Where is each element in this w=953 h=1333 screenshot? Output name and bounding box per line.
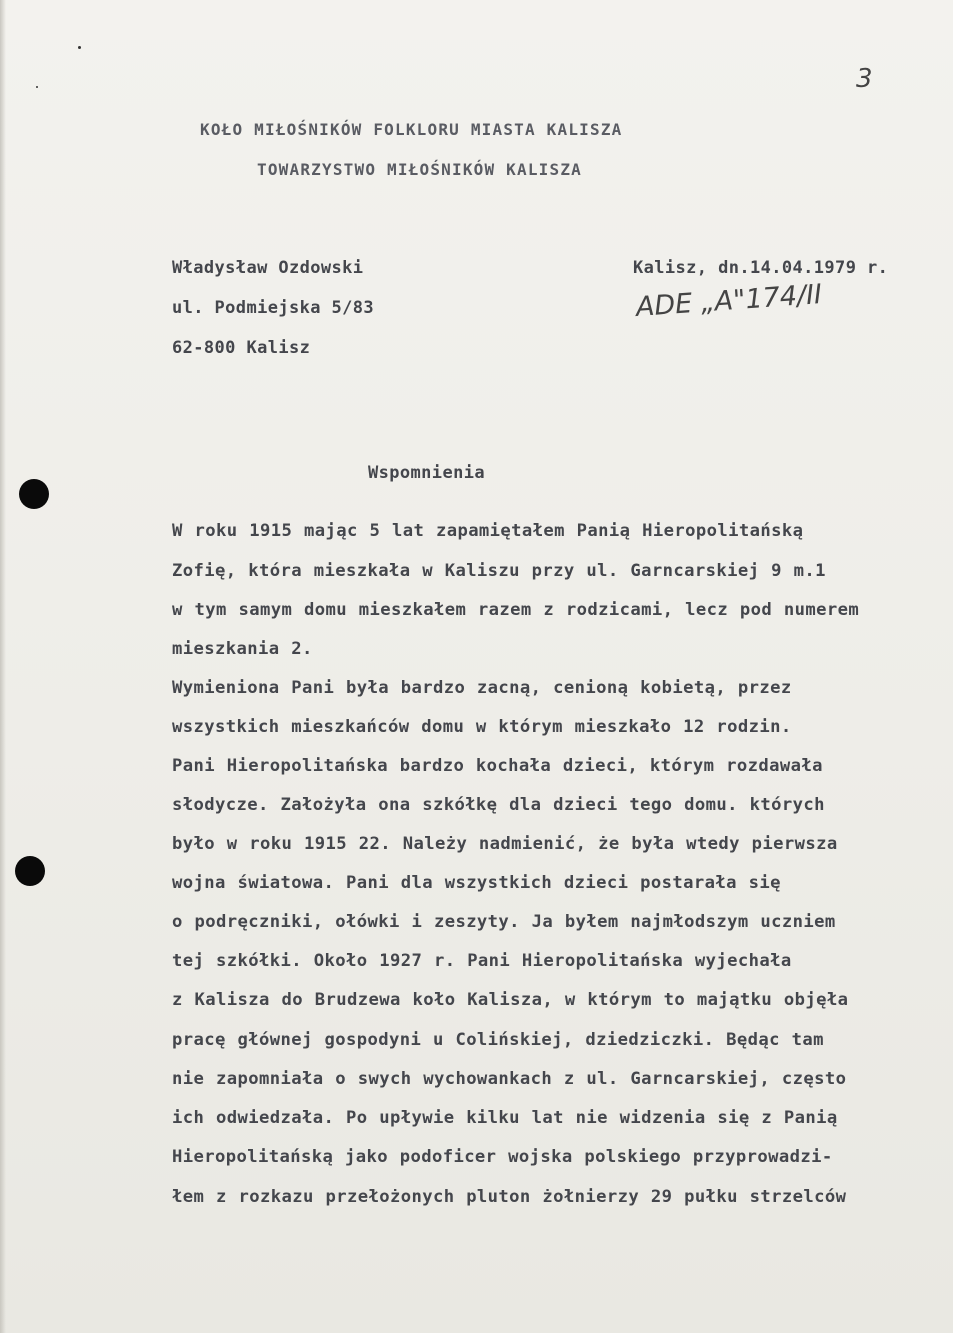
body-line: w tym samym domu mieszkałem razem z rodzicami, lecz pod numerem [172,600,860,620]
body-line: o podręczniki, ołówki i zeszyty. Ja byłem najmłodszym uczniem [172,912,836,932]
body-line: Hieropolitańską jako podoficer wojska polskiego przyprowadzi- [172,1147,833,1167]
body-line: wojna światowa. Pani dla wszystkich dzieci postarała się [172,873,781,893]
body-line: Pani Hieropolitańska bardzo kochała dzieci, którym rozdawała [172,756,823,776]
archive-mark-handwritten: ADE „A"174/II [634,279,823,323]
header-line-2: TOWARZYSTWO MIŁOŚNIKÓW KALISZA [257,160,582,179]
body-line: słodycze. Założyła ona szkółkę dla dzieci tego domu. których [172,795,825,815]
body-line: Wymieniona Pani była bardzo zacną, cenioną kobietą, przez [172,678,792,698]
body-line: wszystkich mieszkańców domu w którym mieszkało 12 rodzin. [172,717,792,737]
punch-hole-bottom [15,856,45,886]
letter-date: Kalisz, dn.14.04.1979 r. [633,258,889,278]
body-line: ich odwiedzała. Po upływie kilku lat nie widzenia się z Panią [172,1108,838,1128]
sender-street: ul. Podmiejska 5/83 [172,298,375,318]
header-line-1: KOŁO MIŁOŚNIKÓW FOLKLORU MIASTA KALISZA [200,120,623,139]
document-title: Wspomnienia [368,463,485,483]
body-line: było w roku 1915 22. Należy nadmienić, że była wtedy pierwsza [172,834,838,854]
body-line: Zofię, która mieszkała w Kaliszu przy ul. Garncarskiej 9 m.1 [172,561,826,581]
body-line: pracę głównej gospodyni u Colińskiej, dziedziczki. Będąc tam [172,1030,824,1050]
body-line: tej szkółki. Około 1927 r. Pani Hieropolitańska wyjechała [172,951,792,971]
sender-city: 62-800 Kalisz [172,338,311,358]
body-line: W roku 1915 mając 5 lat zapamiętałem Panią Hieropolitańską [172,521,804,541]
sender-name: Władysław Ozdowski [172,258,364,278]
paper-speck [78,46,81,49]
punch-hole-top [19,479,49,509]
body-line: mieszkania 2. [172,639,313,659]
body-line: z Kalisza do Brudzewa koło Kalisza, w którym to majątku objęła [172,990,849,1010]
page-number: 3 [856,64,873,94]
body-line: łem z rozkazu przełożonych pluton żołnierzy 29 pułku strzelców [172,1187,847,1207]
body-line: nie zapomniała o swych wychowankach z ul. Garncarskiej, często [172,1069,847,1089]
paper-speck [36,86,38,88]
